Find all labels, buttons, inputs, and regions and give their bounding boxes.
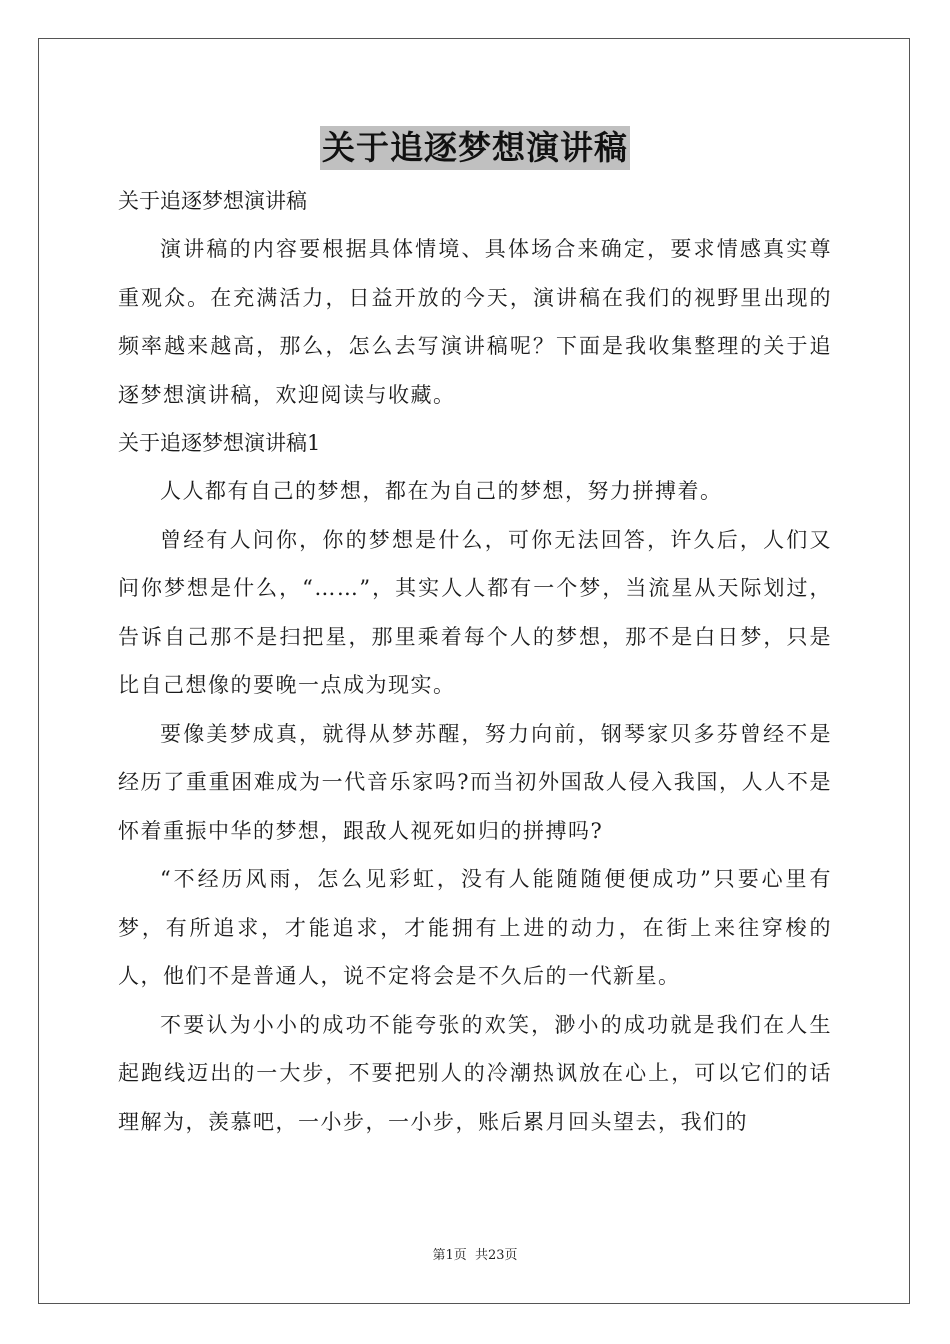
document-body bbox=[118, 177, 832, 1146]
body-paragraph: 曾经有人问你，你的梦想是什么，可你无法回答，许久后，人们又问你梦想是什么，“……”，其实人人都有一个梦，当流星从天际划过，告诉自己那不是扫把星，那里乘着每个人的梦想，那不是白日梦，只是比自己想像的要晚一点成为现实。 bbox=[118, 527, 832, 697]
section-heading: 关于追逐梦想演讲稿1 bbox=[118, 431, 321, 455]
body-paragraph: 人人都有自己的梦想，都在为自己的梦想，努力拼搏着。 bbox=[160, 479, 723, 503]
title-container bbox=[0, 126, 950, 170]
page-footer bbox=[0, 1246, 950, 1266]
page-total: 共23页 bbox=[474, 1248, 518, 1263]
body-paragraph: “不经历风雨，怎么见彩虹，没有人能随随便便成功”只要心里有梦，有所追求，才能追求，才能拥有上进的动力，在街上来往穿梭的人，他们不是普通人，说不定将会是不久后的一代新星。 bbox=[118, 867, 832, 988]
body-paragraph: 不要认为小小的成功不能夸张的欢笑，渺小的成功就是我们在人生起跑线迈出的一大步，不要把别人的冷潮热讽放在心上，可以它们的话理解为，羡慕吧，一小步，一小步，账后累月回头望去，我们的 bbox=[118, 1012, 832, 1134]
document-subtitle: 关于追逐梦想演讲稿 bbox=[118, 189, 307, 213]
document-title: 关于追逐梦想演讲稿 bbox=[320, 126, 630, 170]
body-paragraph: 要像美梦成真，就得从梦苏醒，努力向前，钢琴家贝多芬曾经不是经历了重重困难成为一代音乐家吗?而当初外国敌人侵入我国，人人不是怀着重振中华的梦想，跟敌人视死如归的拼搏吗? bbox=[118, 721, 832, 843]
page-number: 第1页 bbox=[432, 1248, 467, 1263]
intro-paragraph: 演讲稿的内容要根据具体情境、具体场合来确定，要求情感真实尊重观众。在充满活力，日益开放的今天，演讲稿在我们的视野里出现的频率越来越高，那么，怎么去写演讲稿呢？下面是我收集整理的关于追逐梦想演讲稿，欢迎阅读与收藏。 bbox=[118, 237, 832, 407]
